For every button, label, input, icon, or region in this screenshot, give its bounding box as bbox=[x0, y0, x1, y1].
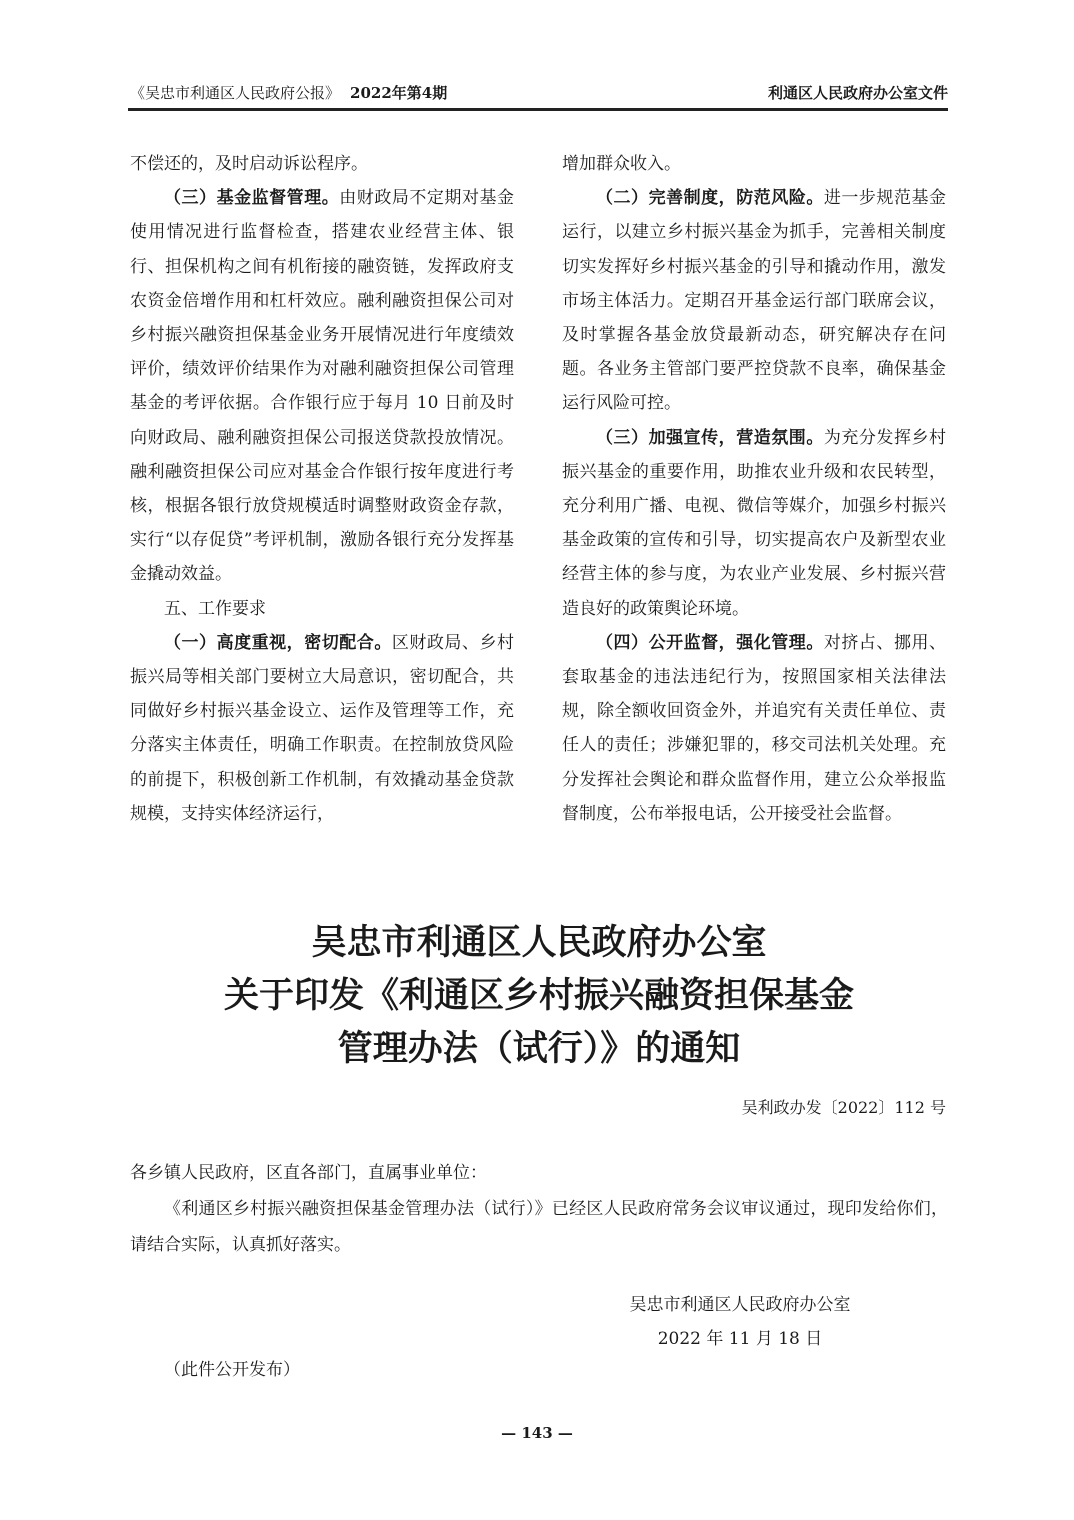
left-column bbox=[130, 147, 514, 831]
right-paragraph-4-text: 对挤占、挪用、套取基金的违法违纪行为，按照国家相关法律法规，除全额收回资金外，并追究有关责任单位、责任人的责任；涉嫌犯罪的，移交司法机关处理。充分发挥社会舆论和群众监督作用，建立公众举报监督制度，公布举报电话，公开接受社会监督。 bbox=[562, 632, 947, 824]
left-paragraph-4-heading: （一）高度重视，密切配合。 bbox=[164, 632, 392, 653]
right-paragraph-3 bbox=[562, 421, 946, 626]
left-paragraph-2 bbox=[130, 181, 514, 591]
left-section-heading: 五、工作要求 bbox=[164, 598, 266, 619]
right-paragraph-4 bbox=[562, 626, 946, 831]
page-header bbox=[130, 80, 948, 104]
right-paragraph-3-text: 为充分发挥乡村振兴基金的重要作用，助推农业升级和农民转型，充分利用广播、电视、微信等媒介，加强乡村振兴基金政策的宣传和引导，切实提高农户及新型农业经营主体的参与度，为农业产业发展、乡村振兴营造良好的政策舆论环境。 bbox=[562, 427, 947, 619]
right-paragraph-1: 增加群众收入。 bbox=[562, 154, 681, 174]
left-paragraph-1: 不偿还的，及时启动诉讼程序。 bbox=[130, 154, 368, 174]
left-paragraph-4-text: 区财政局、乡村振兴局等相关部门要树立大局意识，密切配合，共同做好乡村振兴基金设立、运作及管理等工作，充分落实主体责任，明确工作职责。在控制放贷风险的前提下，积极创新工作机制，有效撬动基金贷款规模，支持实体经济运行， bbox=[130, 632, 515, 824]
notice-title-line-2: 关于印发《利通区乡村振兴融资担保基金 bbox=[223, 975, 854, 1016]
left-paragraph-2-heading: （三）基金监督管理。 bbox=[164, 188, 340, 209]
document-number: 吴利政办发〔2022〕112 号 bbox=[741, 1098, 946, 1117]
notice-body bbox=[130, 1155, 948, 1263]
notice-title-line-3: 管理办法（试行）》的通知 bbox=[337, 1028, 741, 1069]
notice-body-text: 《利通区乡村振兴融资担保基金管理办法（试行）》已经区人民政府常务会议审议通过，现印发给你们，请结合实际，认真抓好落实。 bbox=[130, 1199, 948, 1255]
notice-salutation: 各乡镇人民政府，区直各部门，直属事业单位： bbox=[130, 1163, 487, 1183]
page-number: — 143 — bbox=[501, 1424, 573, 1442]
notice-title bbox=[130, 916, 948, 1075]
right-column bbox=[562, 147, 946, 831]
publication-note: （此件公开发布） bbox=[164, 1360, 300, 1380]
signature-date: 2022 年 11 月 18 日 bbox=[657, 1329, 823, 1349]
right-paragraph-2-heading: （二）完善制度，防范风险。 bbox=[596, 188, 824, 209]
notice-title-line-1: 吴忠市利通区人民政府办公室 bbox=[311, 922, 767, 963]
left-paragraph-4 bbox=[130, 626, 514, 831]
right-paragraph-3-heading: （三）加强宣传，营造氛围。 bbox=[596, 427, 824, 448]
right-paragraph-4-heading: （四）公开监督，强化管理。 bbox=[596, 632, 824, 653]
left-paragraph-2-text: 由财政局不定期对基金使用情况进行监督检查，搭建农业经营主体、银行、担保机构之间有机衔接的融资链，发挥政府支农资金倍增作用和杠杆效应。融利融资担保公司对乡村振兴融资担保基金业务开展情况进行年度绩效评价，绩效评价结果作为对融利融资担保公司管理基金的考评依据。合作银行应于每月 10 日前及时向财政局、融利融资担保公司报送贷款投放情况。融利融资担保公司应对基金合作银行按年度进行考核，根据各银行放贷规模适时调整财政资金存款，实行“以存促贷”考评机制，激励各银行充分发挥基金撬动效益。 bbox=[130, 188, 515, 585]
signature-organization: 吴忠市利通区人民政府办公室 bbox=[629, 1295, 851, 1315]
right-paragraph-2 bbox=[562, 181, 946, 420]
header-section: 利通区人民政府办公室文件 bbox=[767, 83, 948, 102]
signature-block bbox=[560, 1288, 920, 1356]
header-publication: 《吴忠市利通区人民政府公报》 bbox=[130, 83, 341, 102]
header-divider bbox=[128, 108, 948, 111]
header-issue: 2022年第4期 bbox=[350, 83, 448, 102]
header-publication-block bbox=[130, 82, 447, 103]
right-paragraph-2-text: 进一步规范基金运行，以建立乡村振兴基金为抓手，完善相关制度切实发挥好乡村振兴基金的引导和撬动作用，激发市场主体活力。定期召开基金运行部门联席会议，及时掌握各基金放贷最新动态，研究解决存在问题。各业务主管部门要严控贷款不良率，确保基金运行风险可控。 bbox=[562, 188, 947, 414]
